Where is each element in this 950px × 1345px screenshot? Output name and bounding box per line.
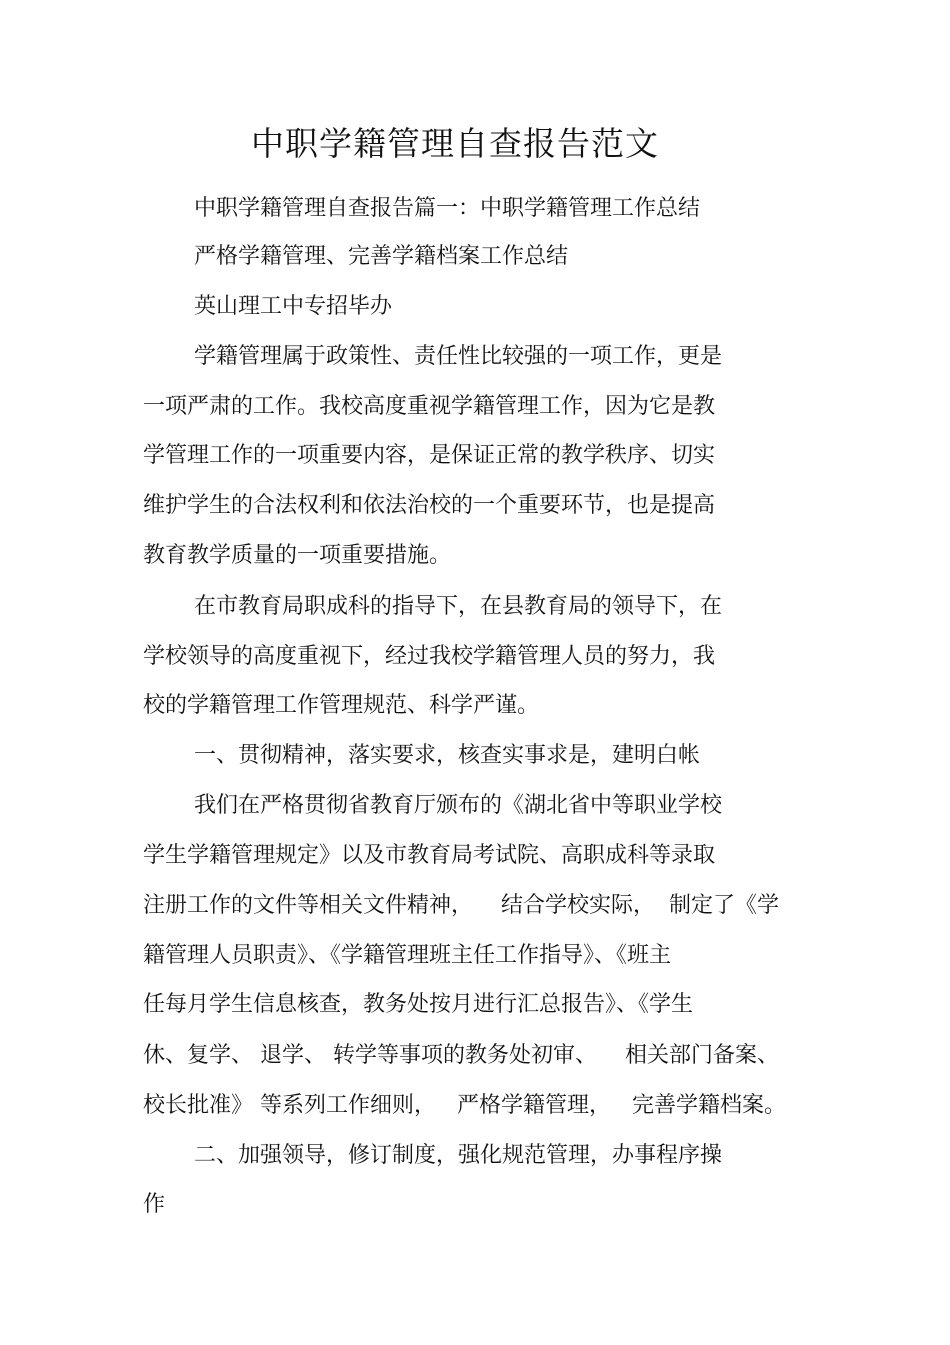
body-line: 学管理工作的一项重要内容，是保证正常的教学秩序、切实 xyxy=(143,443,716,468)
body-line: 严格学籍管理、完善学籍档案工作总结 xyxy=(194,244,569,269)
section-heading: 二、加强领导，修订制度，强化规范管理，办事程序操 xyxy=(194,1143,723,1168)
body-line: 中职学籍管理自查报告篇一：中职学籍管理工作总结 xyxy=(194,196,701,221)
body-line: 在市教育局职成科的指导下，在县教育局的领导下，在 xyxy=(194,594,723,619)
body-line: 我们在严格贯彻省教育厅颁布的《湖北省中等职业学校 xyxy=(194,793,723,818)
body-line: 任每月学生信息核查，教务处按月进行汇总报告》、《学生 xyxy=(143,992,694,1017)
body-line: 维护学生的合法权利和依法治校的一个重要环节，也是提高 xyxy=(143,493,716,518)
section-heading: 一、贯彻精神，落实要求，核查实事求是，建明白帐 xyxy=(194,743,701,768)
body-line: 作 xyxy=(143,1192,166,1217)
body-line: 学校领导的高度重视下，经过我校学籍管理人员的努力，我 xyxy=(143,644,716,669)
body-line: 学生学籍管理规定》以及市教育局考试院、高职成科等录取 xyxy=(143,843,716,868)
body-line: 教育教学质量的一项重要措施。 xyxy=(143,543,452,568)
body-line: 籍管理人员职责》、《学籍管理班主任工作指导》、《班主 xyxy=(143,943,672,968)
body-line: 一项严肃的工作。我校高度重视学籍管理工作，因为它是教 xyxy=(143,394,716,419)
body-line: 休、复学、 退学、 转学等事项的教务处初审、 相关部门备案、 xyxy=(143,1043,779,1068)
body-line: 校长批准》 等系列工作细则， 严格学籍管理， 完善学籍档案。 xyxy=(143,1093,786,1118)
body-line: 学籍管理属于政策性、责任性比较强的一项工作，更是 xyxy=(194,344,723,369)
body-line: 注册工作的文件等相关文件精神， 结合学校实际， 制定了《学 xyxy=(143,893,779,918)
body-line: 校的学籍管理工作管理规范、科学严谨。 xyxy=(143,693,540,718)
document-title: 中职学籍管理自查报告范文 xyxy=(251,124,659,163)
body-line: 英山理工中专招毕办 xyxy=(194,294,393,319)
